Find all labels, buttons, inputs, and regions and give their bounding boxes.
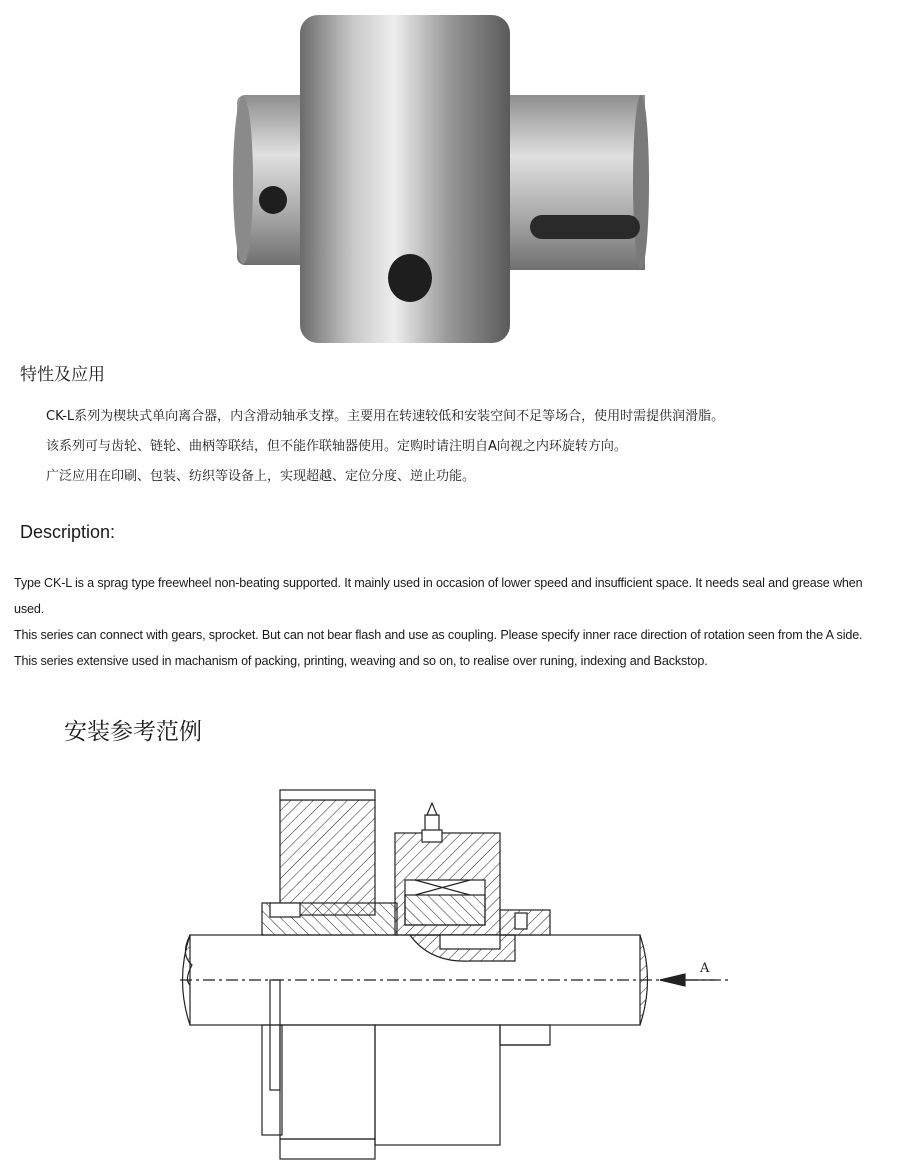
description-paragraph-1: Type CK-L is a sprag type freewheel non-beating supported. It mainly used in occasion of lower speed and insufficient space. It needs seal and grease when used. [14,576,863,616]
section-title-description: Description: [20,522,116,542]
product-photo [225,10,665,345]
section-title-features: 特性及应用 [20,365,105,385]
installation-drawing [170,785,730,1169]
view-arrow-label: A [700,961,710,976]
features-line-3: 广泛应用在印刷、包装、纺织等设备上，实现超越、定位分度、逆止功能。 [46,469,476,484]
section-title-installation: 安装参考范例 [64,719,202,745]
features-line-1: CK-L系列为楔块式单向离合器，内含滑动轴承支撑。主要用在转速较低和安装空间不足等场合，使用时需提供润滑脂。 [46,409,725,424]
description-body [14,570,894,674]
description-paragraph-3: This series extensive used in machanism of packing, printing, weaving and so on, to realise over runing, indexing and Backstop. [14,654,708,668]
description-paragraph-2: This series can connect with gears, sprocket. But can not bear flash and use as coupling. Please specify inner race direction of rotation seen from the A side. [14,628,863,642]
features-line-2: 该系列可与齿轮、链轮、曲柄等联结，但不能作联轴器使用。定购时请注明自A向视之内环旋转方向。 [46,439,627,454]
